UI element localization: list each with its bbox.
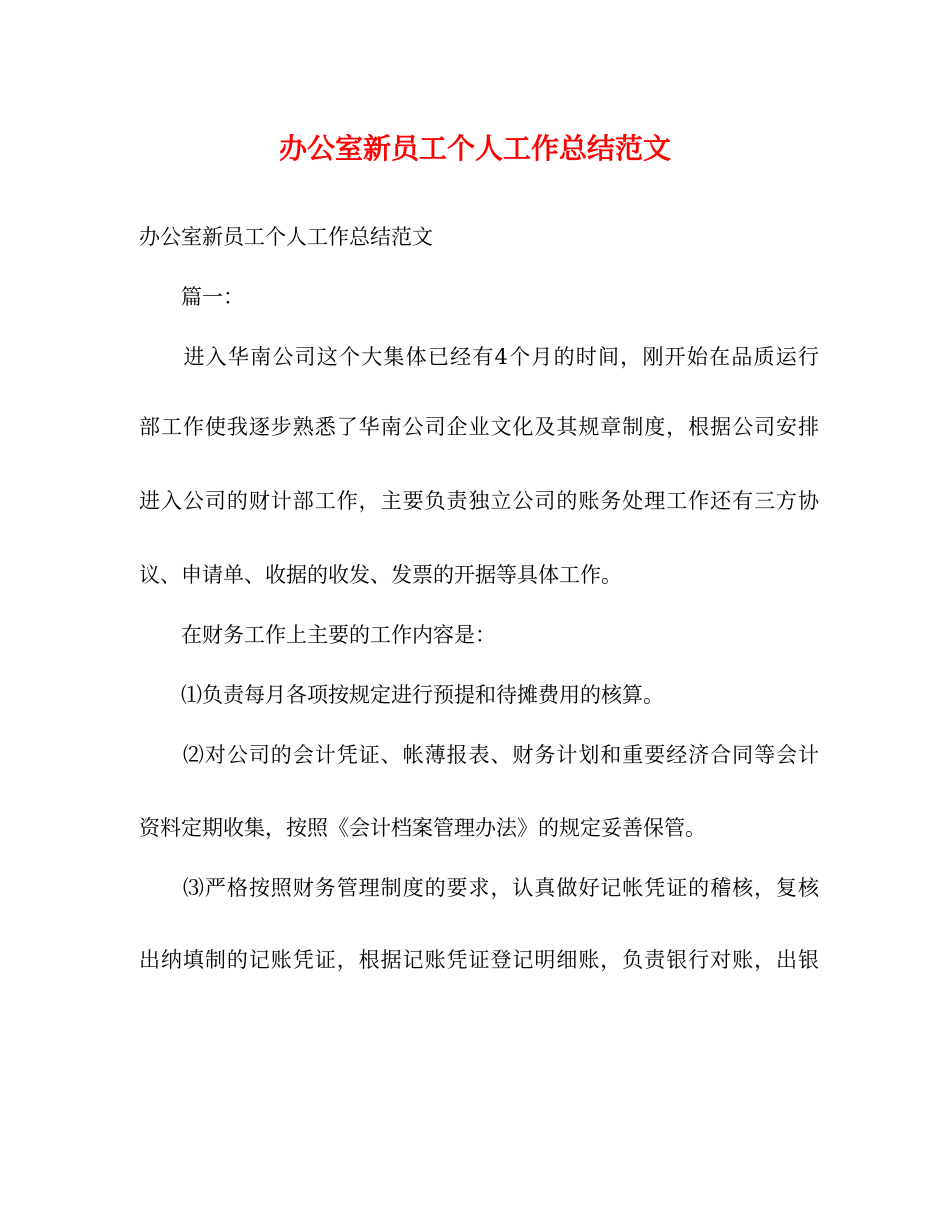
text-line: 出纳填制的记账凭证，根据记账凭证登记明细账，负责银行对账，出银 <box>139 948 819 972</box>
text-line: ⑶严格按照财务管理制度的要求，认真做好记帐凭证的稽核，复核 <box>139 876 819 900</box>
text-line: 在财务工作上主要的工作内容是： <box>139 623 496 647</box>
text-line: 进入公司的财计部工作，主要负责独立公司的账务处理工作还有三方协 <box>139 489 819 513</box>
document-title: 办公室新员工个人工作总结范文 <box>278 132 671 165</box>
text-line: 部工作使我逐步熟悉了华南公司企业文化及其规章制度，根据公司安排 <box>139 415 819 439</box>
text-line: 办公室新员工个人工作总结范文 <box>139 225 433 249</box>
text-line: ⑴负责每月各项按规定进行预提和待摊费用的核算。 <box>139 683 664 707</box>
text-line: 资料定期收集，按照《会计档案管理办法》的规定妥善保管。 <box>139 816 706 840</box>
text-line: 进入华南公司这个大集体已经有4个月的时间，刚开始在品质运行 <box>139 345 819 369</box>
text-line: 议、申请单、收据的收发、发票的开据等具体工作。 <box>139 563 622 587</box>
text-line: ⑵对公司的会计凭证、帐薄报表、财务计划和重要经济合同等会计 <box>139 743 819 767</box>
text-line: 篇一： <box>139 285 244 309</box>
